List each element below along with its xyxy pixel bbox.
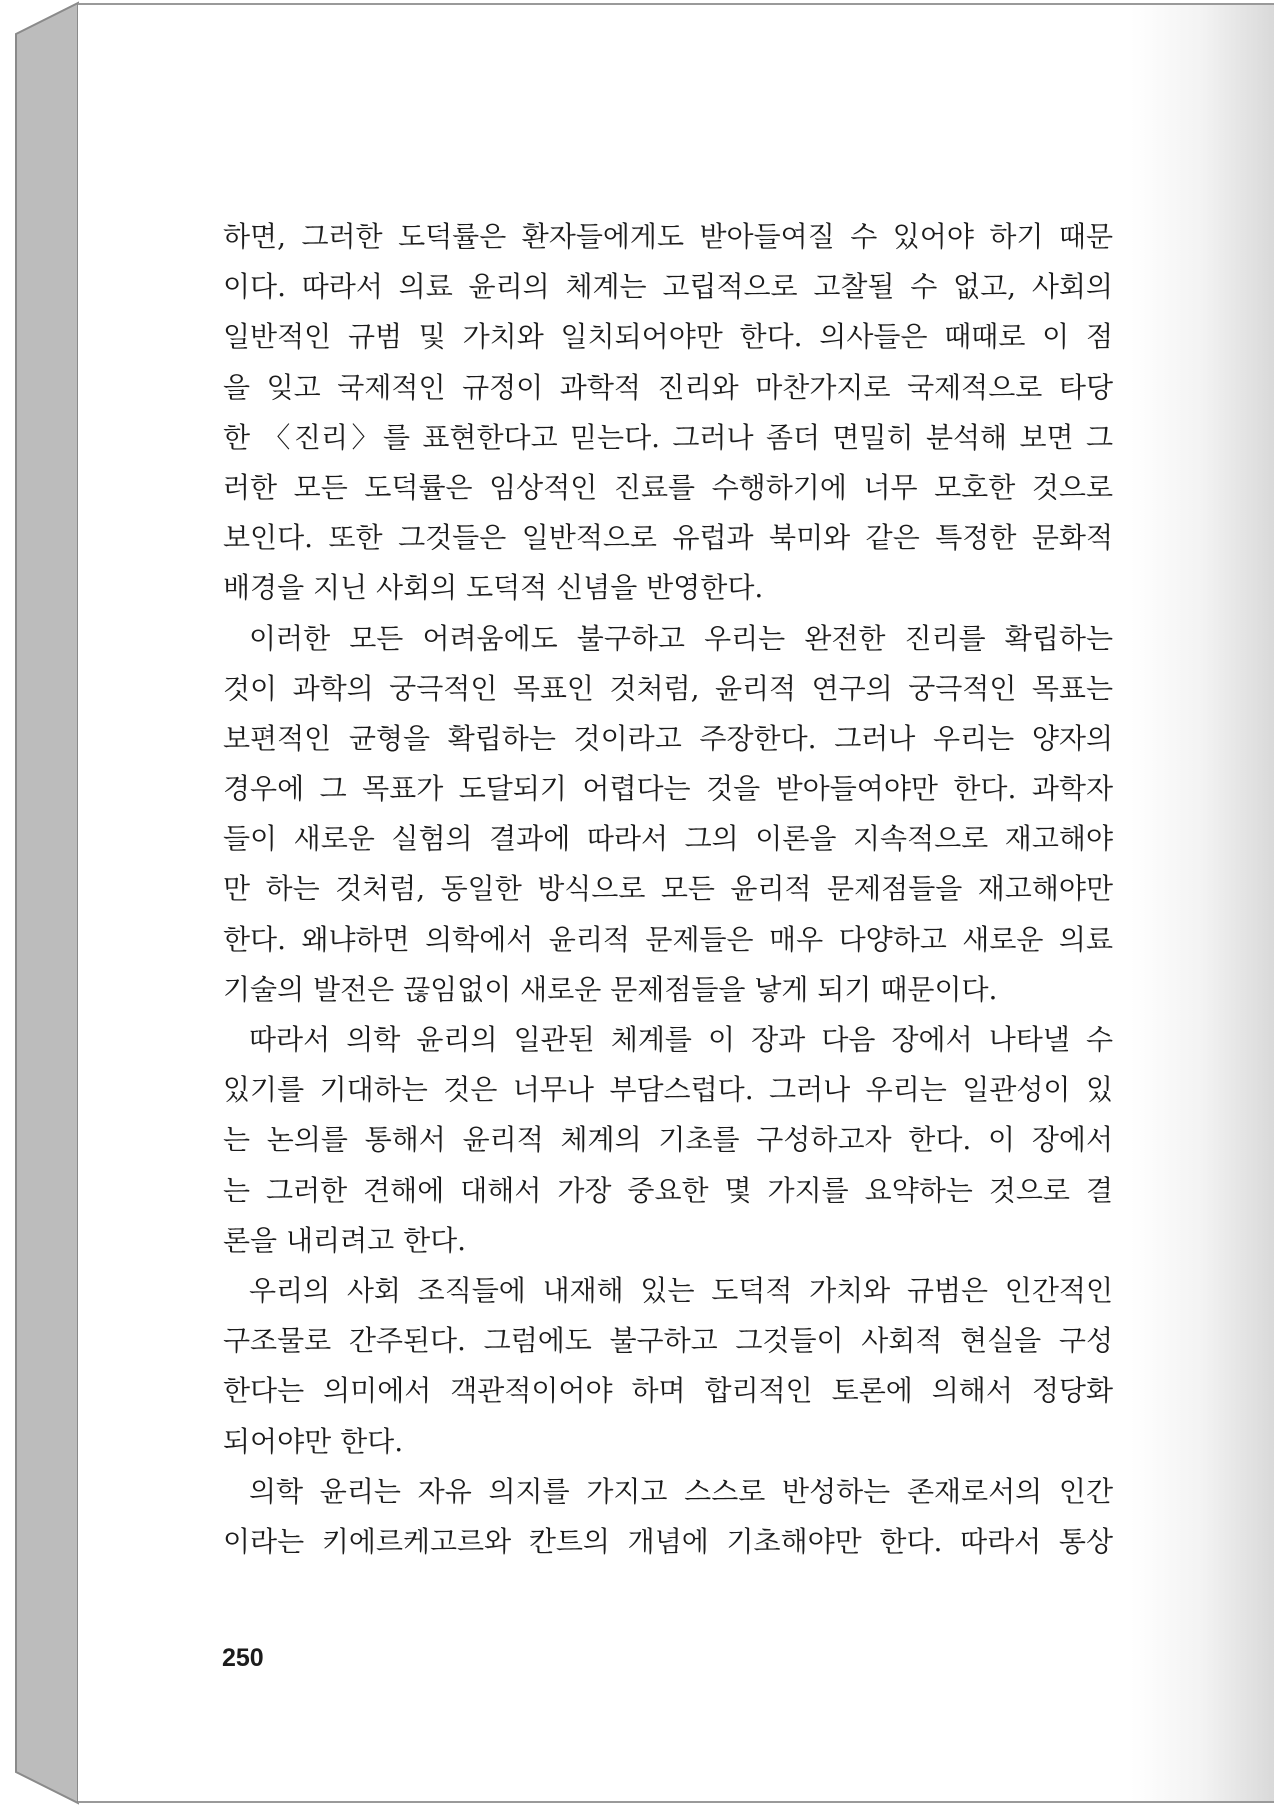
text-line: 있기를 기대하는 것은 너무나 부담스럽다. 그러나 우리는 일관성이 있 xyxy=(223,1073,1113,1107)
text-line: 경우에 그 목표가 도달되기 어렵다는 것을 받아들여야만 한다. 과학자 xyxy=(223,772,1113,806)
text-line: 론을 내리려고 한다. xyxy=(223,1223,467,1257)
text-line: 배경을 지닌 사회의 도덕적 신념을 반영한다. xyxy=(223,571,764,605)
text-line: 의학 윤리는 자유 의지를 가지고 스스로 반성하는 존재로서의 인간 xyxy=(249,1474,1113,1508)
page-number: 250 xyxy=(222,1644,264,1672)
text-line: 이다. 따라서 의료 윤리의 체계는 고립적으로 고찰될 수 없고, 사회의 xyxy=(223,270,1113,304)
text-line: 일반적인 규범 및 가치와 일치되어야만 한다. 의사들은 때때로 이 점 xyxy=(223,320,1113,354)
body-text xyxy=(223,212,1113,1567)
text-line: 우리의 사회 조직들에 내재해 있는 도덕적 가치와 규범은 인간적인 xyxy=(249,1273,1113,1307)
text-line: 한 〈진리〉를 표현한다고 믿는다. 그러나 좀더 면밀히 분석해 보면 그 xyxy=(223,420,1113,454)
text-line: 는 그러한 견해에 대해서 가장 중요한 몇 가지를 요약하는 것으로 결 xyxy=(223,1173,1113,1207)
text-line: 보인다. 또한 그것들은 일반적으로 유럽과 북미와 같은 특정한 문화적 xyxy=(223,521,1113,555)
text-line: 이라는 키에르케고르와 칸트의 개념에 기초해야만 한다. 따라서 통상 xyxy=(223,1524,1113,1558)
text-line: 만 하는 것처럼, 동일한 방식으로 모든 윤리적 문제점들을 재고해야만 xyxy=(223,872,1113,906)
text-line: 보편적인 균형을 확립하는 것이라고 주장한다. 그러나 우리는 양자의 xyxy=(223,721,1113,755)
text-line: 들이 새로운 실험의 결과에 따라서 그의 이론을 지속적으로 재고해야 xyxy=(223,822,1113,856)
text-line: 이러한 모든 어려움에도 불구하고 우리는 완전한 진리를 확립하는 xyxy=(249,621,1113,655)
text-line: 하면, 그러한 도덕률은 환자들에게도 받아들여질 수 있어야 하기 때문 xyxy=(223,220,1113,253)
text-line: 한다는 의미에서 객관적이어야 하며 합리적인 토론에 의해서 정당화 xyxy=(223,1374,1113,1408)
text-line: 구조물로 간주된다. 그럼에도 불구하고 그것들이 사회적 현실을 구성 xyxy=(223,1324,1113,1358)
text-line: 한다. 왜냐하면 의학에서 윤리적 문제들은 매우 다양하고 새로운 의료 xyxy=(223,922,1113,956)
text-line: 것이 과학의 궁극적인 목표인 것처럼, 윤리적 연구의 궁극적인 목표는 xyxy=(223,671,1113,705)
text-line: 을 잊고 국제적인 규정이 과학적 진리와 마찬가지로 국제적으로 타당 xyxy=(223,370,1113,404)
text-line: 되어야만 한다. xyxy=(223,1424,404,1458)
text-line: 는 논의를 통해서 윤리적 체계의 기초를 구성하고자 한다. 이 장에서 xyxy=(223,1123,1113,1157)
text-line: 러한 모든 도덕률은 임상적인 진료를 수행하기에 너무 모호한 것으로 xyxy=(223,470,1113,504)
text-line: 따라서 의학 윤리의 일관된 체계를 이 장과 다음 장에서 나타낼 수 xyxy=(249,1023,1113,1056)
text-line: 기술의 발전은 끊임없이 새로운 문제점들을 낳게 되기 때문이다. xyxy=(223,972,998,1006)
